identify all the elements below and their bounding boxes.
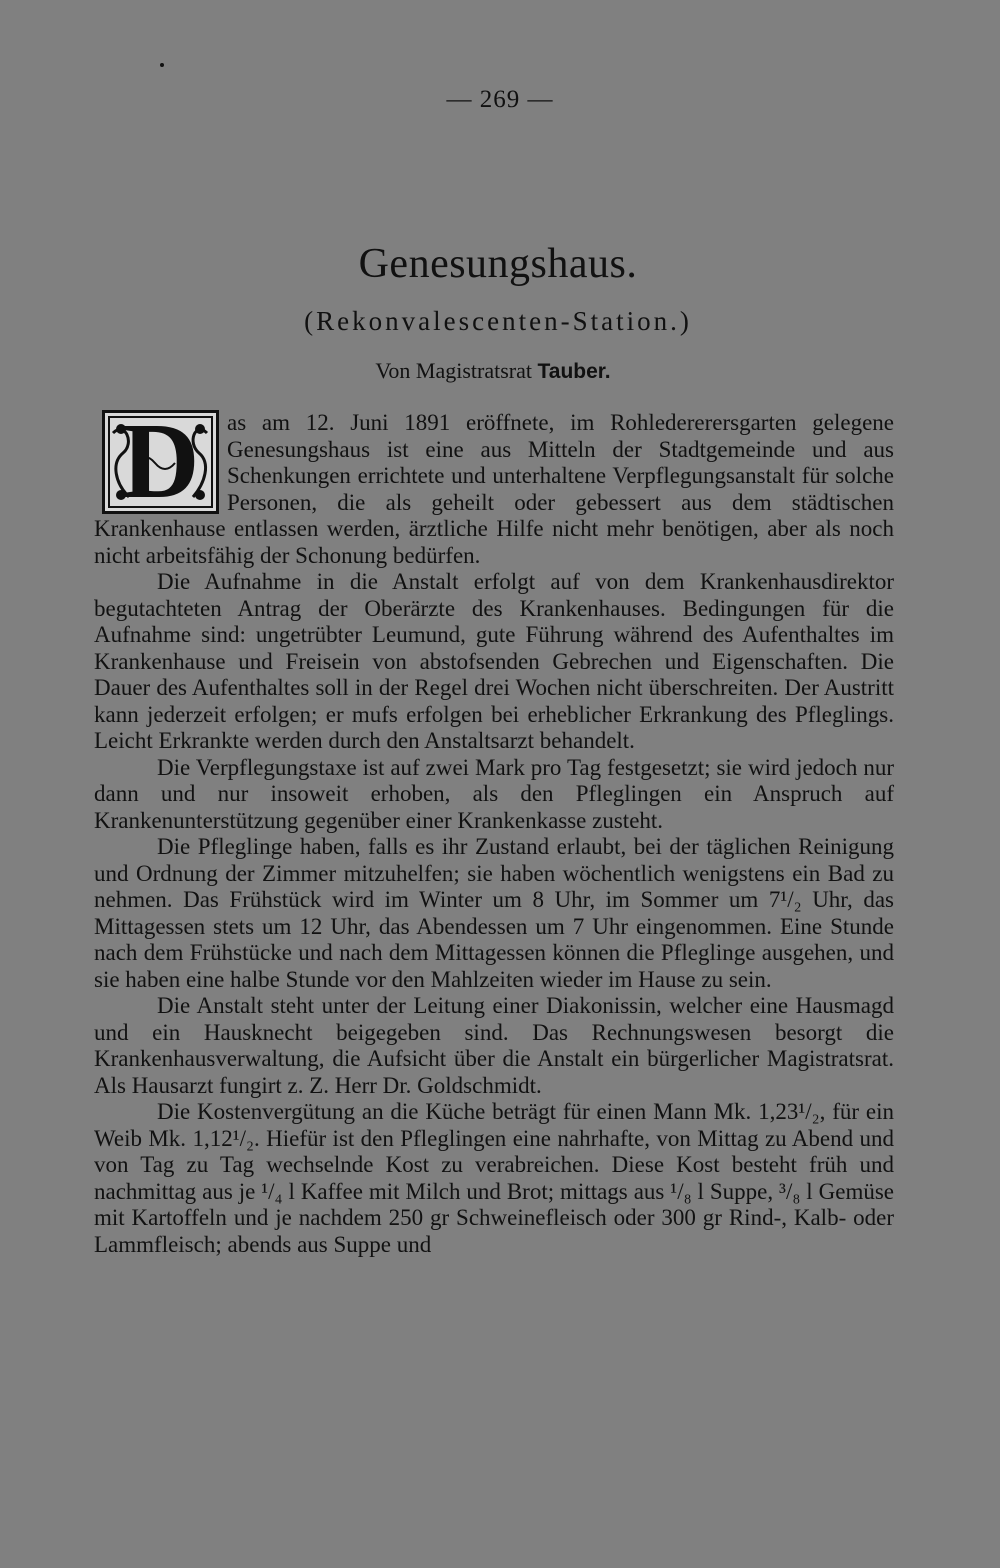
- article-title: Genesungshaus.: [358, 241, 638, 287]
- paragraph-4: Die Pfleglinge haben, falls es ihr Zustand erlaubt, bei der täglichen Reinigung und Ordnung der Zimmer mitzuhelfen; sie haben wöchentlich wenigstens ein Bad zu nehmen. Das Frühstück wird im Winter um 8 Uhr, im Sommer um 7¹/₂ Uhr, das Mittagessen stets um 12 Uhr, das Abendessen um 7 Uhr eingenommen. Eine Stunde nach dem Frühstücke und nach dem Mittagessen können die Pfleglinge ausgehen, und sie haben eine halbe Stunde vor den Mahlzeiten wieder im Hause zu sein.: [94, 834, 894, 992]
- article-subtitle: (Rekonvalescenten-Station.): [304, 306, 692, 336]
- paragraph-1: [94, 410, 894, 569]
- author-name: Tauber.: [537, 360, 611, 383]
- ornamental-initial-d-icon: [102, 410, 219, 514]
- article-body: [94, 410, 894, 1258]
- page-number: — 269 —: [446, 86, 554, 113]
- byline-prefix: Von Magistratsrat: [375, 358, 532, 383]
- paragraph-2: Die Aufnahme in die Anstalt erfolgt auf von dem Krankenhausdirektor begutachteten Antrag der Oberärzte des Krankenhauses. Bedingungen für die Aufnahme sind: ungetrübter Leumund, gute Führung während des Aufenthaltes im Krankenhause und Freisein von abstofsenden Gebrechen und Eigenschaften. Die Dauer des Aufenthaltes soll in der Regel drei Wochen nicht überschreiten. Der Austritt kann jederzeit erfolgen; er mufs erfolgen bei erheblicher Erkrankung des Pfleglings. Leicht Erkrankte werden durch den Anstaltsarzt behandelt.: [94, 569, 894, 753]
- paragraph-6: Die Kostenvergütung an die Küche beträgt für einen Mann Mk. 1,23¹/₂, für ein Weib Mk. 1,12¹/₂. Hiefür ist den Pfleglingen eine nahrhafte, von Mittag zu Abend und von Tag zu Tag wechselnde Kost zu verabreichen. Diese Kost besteht früh und nachmittag aus je ¹/₄ l Kaffee mit Milch und Brot; mittags aus ¹/₈ l Suppe, ³/₈ l Gemüse mit Kartoffeln und je nachdem 250 gr Schweinefleisch oder 300 gr Rind-, Kalb- oder Lammfleisch; abends aus Suppe und: [94, 1099, 894, 1257]
- ink-speck: [160, 63, 164, 67]
- byline: [0, 358, 986, 384]
- paragraph-3: Die Verpflegungstaxe ist auf zwei Mark pro Tag festgesetzt; sie wird jedoch nur dann und nur insoweit erhoben, als den Pfleglingen ein Anspruch auf Krankenunterstützung gegenüber einer Krankenkasse zusteht.: [94, 754, 894, 833]
- paragraph-1-text: as am 12. Juni 1891 eröffnete, im Rohledererersgarten gelegene Genesungshaus ist eine aus Mitteln der Stadtgemeinde und aus Schenkungen errichtete und unterhaltene Verpflegungsanstalt für solche Personen, die als geheilt oder gebessert aus dem städtischen Krankenhause entlassen werden, ärztliche Hilfe nicht mehr benötigen, aber als noch nicht arbeitsfähig der Schonung bedürfen.: [94, 410, 894, 568]
- paragraph-5: Die Anstalt steht unter der Leitung einer Diakonissin, welcher eine Hausmagd und ein Hausknecht beigegeben sind. Das Rechnungswesen besorgt die Krankenhausverwaltung, die Aufsicht über die Anstalt ein bürgerlicher Magistratsrat. Als Hausarzt fungirt z. Z. Herr Dr. Goldschmidt.: [94, 993, 894, 1098]
- initial-letter: D: [121, 410, 200, 514]
